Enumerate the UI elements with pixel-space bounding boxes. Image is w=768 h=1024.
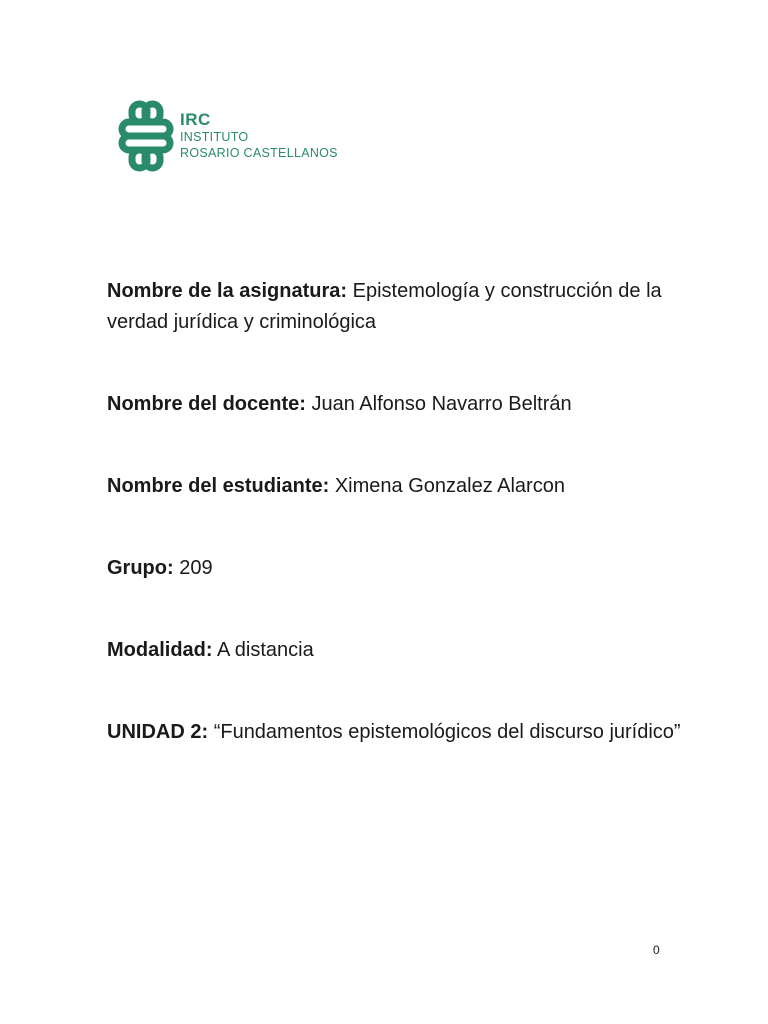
irc-knot-logo-icon — [118, 100, 174, 172]
field-unit — [107, 717, 687, 748]
logo-line-1: INSTITUTO — [180, 129, 249, 144]
logo-line-2: ROSARIO CASTELLANOS — [180, 145, 338, 160]
field-group — [107, 553, 687, 584]
field-value: Juan Alfonso Navarro Beltrán — [311, 393, 572, 415]
field-value: Ximena Gonzalez Alarcon — [334, 475, 565, 497]
field-label: UNIDAD 2: — [107, 721, 209, 743]
field-modality — [107, 635, 687, 666]
field-label: Grupo: — [107, 557, 174, 579]
field-value: A distancia — [217, 639, 314, 661]
field-label: Modalidad: — [107, 639, 213, 661]
field-label: Nombre del docente: — [107, 393, 306, 415]
cover-details — [107, 276, 687, 748]
field-label: Nombre del estudiante: — [107, 475, 330, 497]
field-subject — [107, 276, 687, 338]
page-number: 0 — [653, 943, 660, 957]
field-teacher — [107, 389, 687, 420]
institution-logo — [118, 100, 338, 172]
logo-text — [180, 109, 338, 161]
field-value: 209 — [179, 557, 213, 579]
field-value: Epistemología y construcción de la verdad jurídica y criminológica — [107, 280, 662, 333]
field-value: “Fundamentos epistemológicos del discurso jurídico” — [213, 721, 681, 743]
field-student — [107, 471, 687, 502]
logo-abbreviation: IRC — [180, 109, 211, 129]
field-label: Nombre de la asignatura: — [107, 280, 348, 302]
